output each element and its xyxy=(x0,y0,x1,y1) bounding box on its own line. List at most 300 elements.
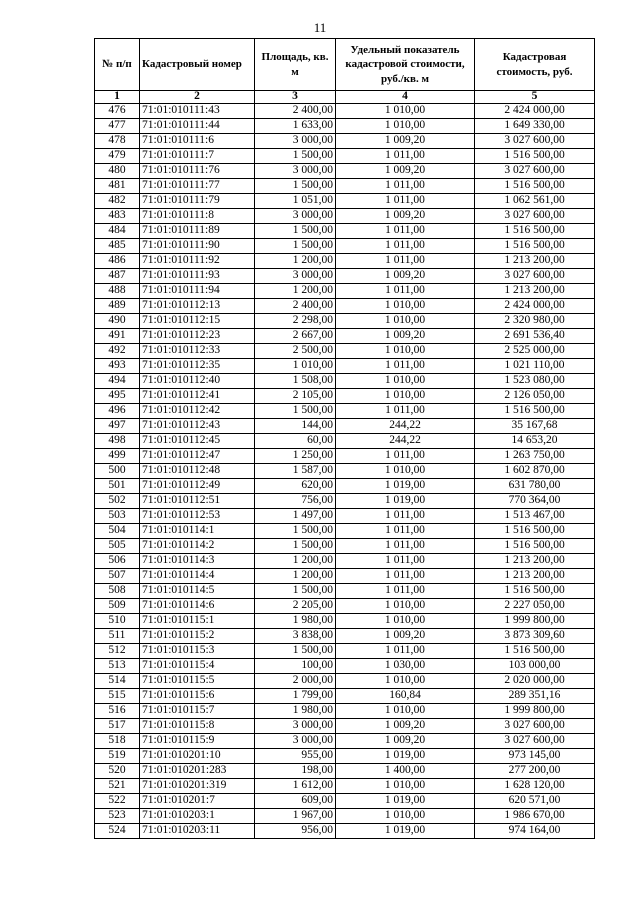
cadastral-number-cell: 71:01:010114:1 xyxy=(140,524,255,539)
cadastral-value-cell: 1 062 561,00 xyxy=(475,194,595,209)
table-row xyxy=(95,284,595,299)
area-cell: 956,00 xyxy=(255,824,336,839)
cadastral-number-cell: 71:01:010115:5 xyxy=(140,674,255,689)
area-cell: 1 500,00 xyxy=(255,239,336,254)
unit-value-cell: 1 011,00 xyxy=(336,554,475,569)
cadastral-value-cell: 1 986 670,00 xyxy=(475,809,595,824)
cadastral-number-cell: 71:01:010114:6 xyxy=(140,599,255,614)
table-row xyxy=(95,479,595,494)
area-cell: 756,00 xyxy=(255,494,336,509)
unit-value-cell: 1 010,00 xyxy=(336,779,475,794)
unit-value-cell: 1 011,00 xyxy=(336,239,475,254)
area-cell: 2 500,00 xyxy=(255,344,336,359)
row-number-cell: 512 xyxy=(95,644,140,659)
cadastral-value-cell: 1 516 500,00 xyxy=(475,224,595,239)
cadastral-value-cell: 289 351,16 xyxy=(475,689,595,704)
cadastral-number-cell: 71:01:010111:8 xyxy=(140,209,255,224)
cadastral-value-cell: 3 027 600,00 xyxy=(475,164,595,179)
table-row xyxy=(95,134,595,149)
unit-value-cell: 1 011,00 xyxy=(336,584,475,599)
cadastral-number-cell: 71:01:010112:13 xyxy=(140,299,255,314)
row-number-cell: 517 xyxy=(95,719,140,734)
area-cell: 2 400,00 xyxy=(255,104,336,119)
area-cell: 2 400,00 xyxy=(255,299,336,314)
row-number-cell: 478 xyxy=(95,134,140,149)
table-row xyxy=(95,344,595,359)
area-cell: 2 298,00 xyxy=(255,314,336,329)
cadastral-number-cell: 71:01:010111:89 xyxy=(140,224,255,239)
cadastral-value-cell: 1 516 500,00 xyxy=(475,239,595,254)
table-row xyxy=(95,629,595,644)
cadastral-number-cell: 71:01:010201:10 xyxy=(140,749,255,764)
cadastral-number-cell: 71:01:010115:3 xyxy=(140,644,255,659)
area-cell: 3 000,00 xyxy=(255,269,336,284)
area-cell: 3 000,00 xyxy=(255,134,336,149)
table-row xyxy=(95,749,595,764)
cadastral-number-cell: 71:01:010112:33 xyxy=(140,344,255,359)
cadastral-number-cell: 71:01:010114:4 xyxy=(140,569,255,584)
unit-value-cell: 1 011,00 xyxy=(336,284,475,299)
unit-value-cell: 1 010,00 xyxy=(336,614,475,629)
area-cell: 144,00 xyxy=(255,419,336,434)
unit-value-cell: 1 011,00 xyxy=(336,449,475,464)
cadastral-number-cell: 71:01:010112:43 xyxy=(140,419,255,434)
table-row xyxy=(95,599,595,614)
area-cell: 1 250,00 xyxy=(255,449,336,464)
unit-value-cell: 1 011,00 xyxy=(336,524,475,539)
table-row xyxy=(95,359,595,374)
table-row xyxy=(95,374,595,389)
cadastral-value-cell: 2 424 000,00 xyxy=(475,299,595,314)
cadastral-value-cell: 103 000,00 xyxy=(475,659,595,674)
table-row xyxy=(95,614,595,629)
cadastral-value-cell: 2 126 050,00 xyxy=(475,389,595,404)
area-cell: 1 980,00 xyxy=(255,614,336,629)
table-row xyxy=(95,509,595,524)
cadastral-value-cell: 1 516 500,00 xyxy=(475,644,595,659)
cadastral-value-cell: 3 027 600,00 xyxy=(475,719,595,734)
row-number-cell: 511 xyxy=(95,629,140,644)
row-number-cell: 521 xyxy=(95,779,140,794)
cadastral-number-cell: 71:01:010115:1 xyxy=(140,614,255,629)
cadastral-value-cell: 3 027 600,00 xyxy=(475,734,595,749)
row-number-cell: 482 xyxy=(95,194,140,209)
cadastral-number-cell: 71:01:010114:5 xyxy=(140,584,255,599)
column-number: 4 xyxy=(336,91,475,104)
cadastral-number-cell: 71:01:010114:2 xyxy=(140,539,255,554)
cadastral-value-cell: 3 027 600,00 xyxy=(475,209,595,224)
unit-value-cell: 1 030,00 xyxy=(336,659,475,674)
row-number-cell: 514 xyxy=(95,674,140,689)
area-cell: 2 105,00 xyxy=(255,389,336,404)
row-number-cell: 497 xyxy=(95,419,140,434)
row-number-cell: 500 xyxy=(95,464,140,479)
unit-value-cell: 1 010,00 xyxy=(336,344,475,359)
cadastral-value-cell: 1 213 200,00 xyxy=(475,284,595,299)
header-area: Площадь, кв. м xyxy=(255,39,336,91)
header-cadastral-value: Кадастровая стоимость, руб. xyxy=(475,39,595,91)
cadastral-value-cell: 631 780,00 xyxy=(475,479,595,494)
cadastral-value-cell: 1 999 800,00 xyxy=(475,614,595,629)
row-number-cell: 481 xyxy=(95,179,140,194)
area-cell: 1 500,00 xyxy=(255,584,336,599)
table-row xyxy=(95,254,595,269)
cadastral-value-cell: 3 027 600,00 xyxy=(475,269,595,284)
area-cell: 1 508,00 xyxy=(255,374,336,389)
cadastral-value-cell: 1 513 467,00 xyxy=(475,509,595,524)
area-cell: 1 200,00 xyxy=(255,554,336,569)
table-row xyxy=(95,554,595,569)
area-cell: 1 500,00 xyxy=(255,224,336,239)
row-number-cell: 490 xyxy=(95,314,140,329)
table-row xyxy=(95,524,595,539)
unit-value-cell: 1 009,20 xyxy=(336,329,475,344)
unit-value-cell: 1 010,00 xyxy=(336,809,475,824)
table-row xyxy=(95,149,595,164)
unit-value-cell: 1 010,00 xyxy=(336,299,475,314)
cadastral-number-cell: 71:01:010111:79 xyxy=(140,194,255,209)
unit-value-cell: 1 011,00 xyxy=(336,569,475,584)
table-row xyxy=(95,659,595,674)
cadastral-number-cell: 71:01:010111:90 xyxy=(140,239,255,254)
table-row xyxy=(95,239,595,254)
column-number: 1 xyxy=(95,91,140,104)
unit-value-cell: 244,22 xyxy=(336,434,475,449)
row-number-cell: 518 xyxy=(95,734,140,749)
table-row xyxy=(95,704,595,719)
cadastral-value-cell: 2 525 000,00 xyxy=(475,344,595,359)
row-number-cell: 491 xyxy=(95,329,140,344)
area-cell: 1 500,00 xyxy=(255,524,336,539)
cadastral-number-cell: 71:01:010111:94 xyxy=(140,284,255,299)
table-row xyxy=(95,164,595,179)
cadastral-value-cell: 2 320 980,00 xyxy=(475,314,595,329)
cadastral-number-cell: 71:01:010112:35 xyxy=(140,359,255,374)
unit-value-cell: 1 019,00 xyxy=(336,479,475,494)
unit-value-cell: 1 011,00 xyxy=(336,509,475,524)
cadastral-value-cell: 1 263 750,00 xyxy=(475,449,595,464)
table-row xyxy=(95,569,595,584)
table-row xyxy=(95,404,595,419)
area-cell: 1 200,00 xyxy=(255,254,336,269)
cadastral-value-cell: 974 164,00 xyxy=(475,824,595,839)
area-cell: 3 000,00 xyxy=(255,209,336,224)
cadastral-value-cell: 277 200,00 xyxy=(475,764,595,779)
unit-value-cell: 244,22 xyxy=(336,419,475,434)
table-body xyxy=(95,104,595,839)
cadastral-value-cell: 770 364,00 xyxy=(475,494,595,509)
row-number-cell: 502 xyxy=(95,494,140,509)
area-cell: 1 500,00 xyxy=(255,644,336,659)
cadastral-value-cell: 1 999 800,00 xyxy=(475,704,595,719)
row-number-cell: 520 xyxy=(95,764,140,779)
cadastral-value-cell: 1 213 200,00 xyxy=(475,569,595,584)
table-row xyxy=(95,389,595,404)
unit-value-cell: 1 009,20 xyxy=(336,209,475,224)
unit-value-cell: 1 010,00 xyxy=(336,374,475,389)
cadastral-value-cell: 1 649 330,00 xyxy=(475,119,595,134)
row-number-cell: 509 xyxy=(95,599,140,614)
header-cadastral-number: Кадастровый номер xyxy=(140,39,255,91)
unit-value-cell: 1 010,00 xyxy=(336,104,475,119)
cadastral-number-cell: 71:01:010112:41 xyxy=(140,389,255,404)
cadastral-number-cell: 71:01:010111:7 xyxy=(140,149,255,164)
unit-value-cell: 1 011,00 xyxy=(336,179,475,194)
unit-value-cell: 1 009,20 xyxy=(336,269,475,284)
table-header-row xyxy=(95,39,595,91)
cadastral-number-cell: 71:01:010203:11 xyxy=(140,824,255,839)
unit-value-cell: 1 010,00 xyxy=(336,674,475,689)
cadastral-value-cell: 973 145,00 xyxy=(475,749,595,764)
cadastral-value-cell: 2 424 000,00 xyxy=(475,104,595,119)
table-row xyxy=(95,329,595,344)
unit-value-cell: 1 011,00 xyxy=(336,224,475,239)
unit-value-cell: 1 011,00 xyxy=(336,644,475,659)
table-row xyxy=(95,494,595,509)
table-row xyxy=(95,764,595,779)
cadastral-value-cell: 3 873 309,60 xyxy=(475,629,595,644)
table-row xyxy=(95,809,595,824)
unit-value-cell: 1 010,00 xyxy=(336,314,475,329)
cadastral-value-cell: 2 691 536,40 xyxy=(475,329,595,344)
area-cell: 1 200,00 xyxy=(255,569,336,584)
unit-value-cell: 1 009,20 xyxy=(336,734,475,749)
area-cell: 1 587,00 xyxy=(255,464,336,479)
cadastral-number-cell: 71:01:010112:53 xyxy=(140,509,255,524)
unit-value-cell: 1 011,00 xyxy=(336,149,475,164)
cadastral-number-cell: 71:01:010111:76 xyxy=(140,164,255,179)
cadastral-value-cell: 1 516 500,00 xyxy=(475,149,595,164)
column-number: 3 xyxy=(255,91,336,104)
row-number-cell: 477 xyxy=(95,119,140,134)
cadastral-number-cell: 71:01:010111:43 xyxy=(140,104,255,119)
table-row xyxy=(95,299,595,314)
cadastral-value-cell: 620 571,00 xyxy=(475,794,595,809)
row-number-cell: 507 xyxy=(95,569,140,584)
cadastral-value-table xyxy=(94,38,595,839)
unit-value-cell: 1 011,00 xyxy=(336,539,475,554)
column-number: 5 xyxy=(475,91,595,104)
row-number-cell: 508 xyxy=(95,584,140,599)
row-number-cell: 516 xyxy=(95,704,140,719)
cadastral-number-cell: 71:01:010201:283 xyxy=(140,764,255,779)
header-row-number: № п/п xyxy=(95,39,140,91)
area-cell: 1 799,00 xyxy=(255,689,336,704)
cadastral-number-cell: 71:01:010112:15 xyxy=(140,314,255,329)
cadastral-number-cell: 71:01:010203:1 xyxy=(140,809,255,824)
cadastral-number-cell: 71:01:010115:7 xyxy=(140,704,255,719)
table-row xyxy=(95,824,595,839)
cadastral-number-cell: 71:01:010115:6 xyxy=(140,689,255,704)
row-number-cell: 504 xyxy=(95,524,140,539)
unit-value-cell: 1 010,00 xyxy=(336,119,475,134)
area-cell: 620,00 xyxy=(255,479,336,494)
row-number-cell: 506 xyxy=(95,554,140,569)
area-cell: 1 500,00 xyxy=(255,539,336,554)
area-cell: 198,00 xyxy=(255,764,336,779)
row-number-cell: 503 xyxy=(95,509,140,524)
unit-value-cell: 160,84 xyxy=(336,689,475,704)
row-number-cell: 488 xyxy=(95,284,140,299)
area-cell: 1 051,00 xyxy=(255,194,336,209)
row-number-cell: 489 xyxy=(95,299,140,314)
cadastral-value-cell: 1 213 200,00 xyxy=(475,254,595,269)
cadastral-number-cell: 71:01:010111:77 xyxy=(140,179,255,194)
unit-value-cell: 1 019,00 xyxy=(336,494,475,509)
unit-value-cell: 1 009,20 xyxy=(336,629,475,644)
cadastral-value-cell: 1 628 120,00 xyxy=(475,779,595,794)
area-cell: 1 612,00 xyxy=(255,779,336,794)
cadastral-number-cell: 71:01:010112:45 xyxy=(140,434,255,449)
row-number-cell: 476 xyxy=(95,104,140,119)
area-cell: 3 838,00 xyxy=(255,629,336,644)
cadastral-number-cell: 71:01:010201:7 xyxy=(140,794,255,809)
cadastral-value-cell: 1 602 870,00 xyxy=(475,464,595,479)
row-number-cell: 515 xyxy=(95,689,140,704)
row-number-cell: 519 xyxy=(95,749,140,764)
row-number-cell: 513 xyxy=(95,659,140,674)
unit-value-cell: 1 011,00 xyxy=(336,194,475,209)
row-number-cell: 486 xyxy=(95,254,140,269)
row-number-cell: 496 xyxy=(95,404,140,419)
cadastral-value-cell: 1 516 500,00 xyxy=(475,584,595,599)
area-cell: 3 000,00 xyxy=(255,734,336,749)
area-cell: 609,00 xyxy=(255,794,336,809)
table-row xyxy=(95,194,595,209)
row-number-cell: 479 xyxy=(95,149,140,164)
table-row xyxy=(95,419,595,434)
unit-value-cell: 1 010,00 xyxy=(336,599,475,614)
row-number-cell: 487 xyxy=(95,269,140,284)
unit-value-cell: 1 011,00 xyxy=(336,254,475,269)
unit-value-cell: 1 400,00 xyxy=(336,764,475,779)
cadastral-number-cell: 71:01:010114:3 xyxy=(140,554,255,569)
table-row xyxy=(95,644,595,659)
table-row xyxy=(95,179,595,194)
area-cell: 2 667,00 xyxy=(255,329,336,344)
cadastral-number-cell: 71:01:010112:48 xyxy=(140,464,255,479)
header-unit-value: Удельный показатель кадастровой стоимости, руб./кв. м xyxy=(336,39,475,91)
table-row xyxy=(95,719,595,734)
column-number: 2 xyxy=(140,91,255,104)
row-number-cell: 510 xyxy=(95,614,140,629)
table-row xyxy=(95,314,595,329)
cadastral-number-cell: 71:01:010112:49 xyxy=(140,479,255,494)
area-cell: 3 000,00 xyxy=(255,719,336,734)
table-row xyxy=(95,209,595,224)
cadastral-value-cell: 1 516 500,00 xyxy=(475,404,595,419)
row-number-cell: 485 xyxy=(95,239,140,254)
cadastral-value-cell: 1 213 200,00 xyxy=(475,554,595,569)
row-number-cell: 524 xyxy=(95,824,140,839)
table-row xyxy=(95,434,595,449)
cadastral-number-cell: 71:01:010112:51 xyxy=(140,494,255,509)
table-row xyxy=(95,779,595,794)
row-number-cell: 480 xyxy=(95,164,140,179)
cadastral-number-cell: 71:01:010112:47 xyxy=(140,449,255,464)
area-cell: 955,00 xyxy=(255,749,336,764)
area-cell: 1 980,00 xyxy=(255,704,336,719)
cadastral-number-cell: 71:01:010111:6 xyxy=(140,134,255,149)
unit-value-cell: 1 019,00 xyxy=(336,794,475,809)
cadastral-number-cell: 71:01:010115:8 xyxy=(140,719,255,734)
table-row xyxy=(95,119,595,134)
cadastral-value-cell: 1 516 500,00 xyxy=(475,524,595,539)
area-cell: 60,00 xyxy=(255,434,336,449)
area-cell: 3 000,00 xyxy=(255,164,336,179)
cadastral-number-cell: 71:01:010201:319 xyxy=(140,779,255,794)
cadastral-number-cell: 71:01:010111:92 xyxy=(140,254,255,269)
row-number-cell: 494 xyxy=(95,374,140,389)
cadastral-number-cell: 71:01:010112:42 xyxy=(140,404,255,419)
area-cell: 100,00 xyxy=(255,659,336,674)
row-number-cell: 495 xyxy=(95,389,140,404)
area-cell: 1 633,00 xyxy=(255,119,336,134)
cadastral-value-cell: 1 516 500,00 xyxy=(475,539,595,554)
cadastral-number-cell: 71:01:010111:44 xyxy=(140,119,255,134)
unit-value-cell: 1 011,00 xyxy=(336,359,475,374)
table-row xyxy=(95,734,595,749)
row-number-cell: 483 xyxy=(95,209,140,224)
table-row xyxy=(95,794,595,809)
table-row xyxy=(95,269,595,284)
cadastral-number-cell: 71:01:010112:23 xyxy=(140,329,255,344)
area-cell: 1 500,00 xyxy=(255,149,336,164)
unit-value-cell: 1 019,00 xyxy=(336,824,475,839)
table-row xyxy=(95,449,595,464)
cadastral-number-cell: 71:01:010115:2 xyxy=(140,629,255,644)
table-row xyxy=(95,584,595,599)
row-number-cell: 505 xyxy=(95,539,140,554)
cadastral-number-cell: 71:01:010111:93 xyxy=(140,269,255,284)
area-cell: 1 500,00 xyxy=(255,404,336,419)
area-cell: 2 000,00 xyxy=(255,674,336,689)
row-number-cell: 484 xyxy=(95,224,140,239)
cadastral-value-cell: 1 523 080,00 xyxy=(475,374,595,389)
table-row xyxy=(95,539,595,554)
page-number: 11 xyxy=(313,20,327,35)
unit-value-cell: 1 019,00 xyxy=(336,749,475,764)
cadastral-value-cell: 1 021 110,00 xyxy=(475,359,595,374)
area-cell: 1 497,00 xyxy=(255,509,336,524)
unit-value-cell: 1 009,20 xyxy=(336,134,475,149)
row-number-cell: 501 xyxy=(95,479,140,494)
cadastral-value-cell: 2 020 000,00 xyxy=(475,674,595,689)
cadastral-value-cell: 1 516 500,00 xyxy=(475,179,595,194)
cadastral-value-cell: 3 027 600,00 xyxy=(475,134,595,149)
column-number-row xyxy=(95,91,595,104)
row-number-cell: 523 xyxy=(95,809,140,824)
area-cell: 2 205,00 xyxy=(255,599,336,614)
table-row xyxy=(95,104,595,119)
area-cell: 1 967,00 xyxy=(255,809,336,824)
row-number-cell: 522 xyxy=(95,794,140,809)
cadastral-value-cell: 14 653,20 xyxy=(475,434,595,449)
table-row xyxy=(95,689,595,704)
row-number-cell: 492 xyxy=(95,344,140,359)
unit-value-cell: 1 010,00 xyxy=(336,389,475,404)
unit-value-cell: 1 011,00 xyxy=(336,404,475,419)
unit-value-cell: 1 010,00 xyxy=(336,704,475,719)
unit-value-cell: 1 009,20 xyxy=(336,164,475,179)
row-number-cell: 493 xyxy=(95,359,140,374)
table-row xyxy=(95,224,595,239)
cadastral-value-cell: 35 167,68 xyxy=(475,419,595,434)
cadastral-number-cell: 71:01:010115:4 xyxy=(140,659,255,674)
area-cell: 1 200,00 xyxy=(255,284,336,299)
row-number-cell: 499 xyxy=(95,449,140,464)
table-row xyxy=(95,464,595,479)
